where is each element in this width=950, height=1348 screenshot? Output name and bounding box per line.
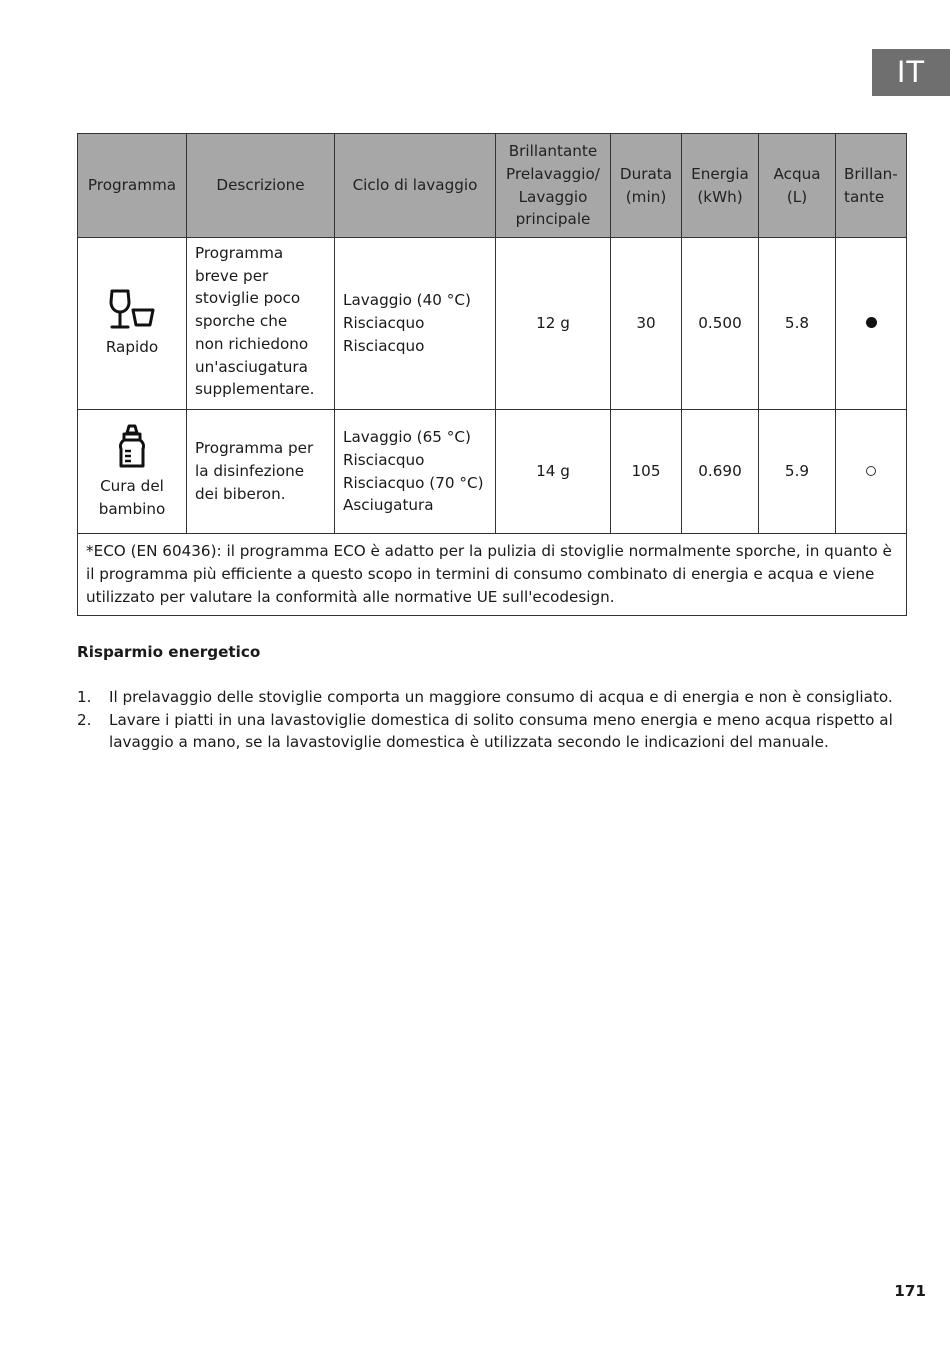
table-note-row	[78, 534, 907, 616]
water-cell: 5.8	[759, 238, 836, 410]
duration-cell: 105	[611, 410, 682, 534]
header-brillantante: Brillan- tante	[836, 134, 907, 238]
page-number: 171	[894, 1282, 926, 1300]
cycle-cell: Lavaggio (40 °C) Risciacquo Risciacquo	[335, 238, 496, 410]
filled-circle-icon	[866, 317, 877, 328]
table-row	[78, 410, 907, 534]
list-text: Lavare i piatti in una lavastoviglie domestica di solito consuma meno energia e meno acqua rispetto al lavaggio a mano, se la lavastoviglie domestica è utilizzata secondo le indicazioni del manuale.	[109, 710, 893, 752]
list-number: 1.	[77, 688, 92, 706]
program-cell	[78, 238, 187, 410]
empty-circle-icon	[866, 466, 876, 476]
section-title: Risparmio energetico	[77, 643, 261, 661]
eco-note: *ECO (EN 60436): il programma ECO è adatto per la pulizia di stoviglie normalmente sporche, in quanto è il programma più efficiente a questo scopo in termini di consumo combinato di energia e acqua e viene utilizzato per valutare la conformità alle normative UE sull'ecodesign.	[78, 534, 907, 616]
energy-cell: 0.690	[682, 410, 759, 534]
table-header-row	[78, 134, 907, 238]
description-cell: Programma per la disinfezione dei biberon.	[187, 410, 335, 534]
description-cell: Programma breve per stoviglie poco sporche che non richiedono un'asciugatura supplementare.	[187, 238, 335, 410]
water-cell: 5.9	[759, 410, 836, 534]
program-name: Rapido	[105, 338, 159, 357]
glass-and-cup-icon	[108, 288, 156, 332]
list-item	[77, 686, 897, 709]
list-item	[77, 709, 897, 754]
duration-cell: 30	[611, 238, 682, 410]
energy-cell: 0.500	[682, 238, 759, 410]
rinse-aid-cell	[836, 410, 907, 534]
header-energia: Energia (kWh)	[682, 134, 759, 238]
list-text: Il prelavaggio delle stoviglie comporta un maggiore consumo di acqua e di energia e non è consigliato.	[109, 688, 893, 706]
header-descrizione: Descrizione	[187, 134, 335, 238]
detergent-cell: 12 g	[496, 238, 611, 410]
language-tab: IT	[872, 49, 950, 96]
program-table	[77, 133, 907, 616]
energy-saving-list	[77, 686, 897, 754]
header-durata: Durata (min)	[611, 134, 682, 238]
header-programma: Programma	[78, 134, 187, 238]
program-cell	[78, 410, 187, 534]
program-name: Cura del bambino	[98, 476, 166, 518]
cycle-cell: Lavaggio (65 °C) Risciacquo Risciacquo (70 °C) Asciugatura	[335, 410, 496, 534]
table-row	[78, 238, 907, 410]
header-ciclo: Ciclo di lavaggio	[335, 134, 496, 238]
header-brillantante-prelavaggio: Brillantante Prelavaggio/ Lavaggio principale	[496, 134, 611, 238]
header-acqua: Acqua (L)	[759, 134, 836, 238]
list-number: 2.	[77, 710, 92, 729]
baby-bottle-icon	[115, 423, 149, 471]
detergent-cell: 14 g	[496, 410, 611, 534]
rinse-aid-cell	[836, 238, 907, 410]
